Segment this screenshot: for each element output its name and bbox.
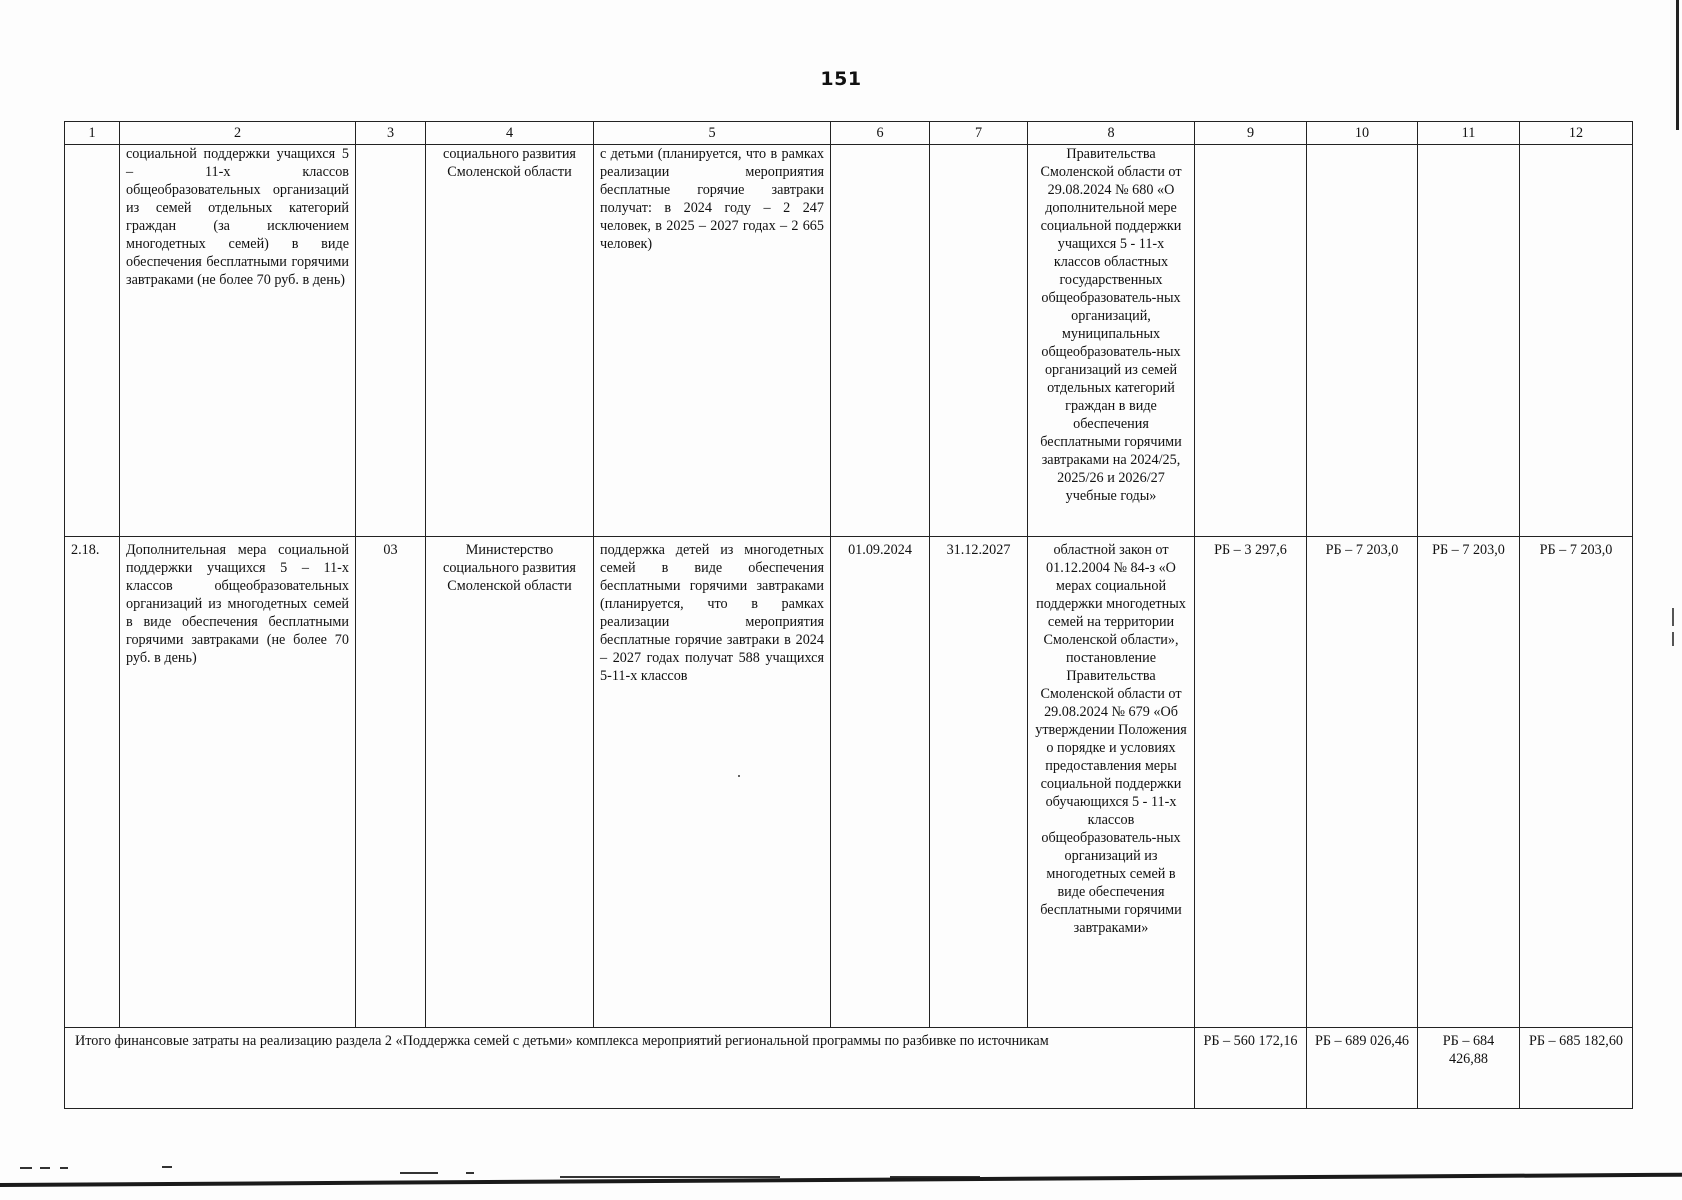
column-number: 11 (1418, 122, 1520, 145)
start-date (831, 145, 930, 537)
funding-2025: РБ – 7 203,0 (1307, 536, 1418, 1027)
total-2025: РБ – 689 026,46 (1307, 1027, 1418, 1108)
column-number: 10 (1307, 122, 1418, 145)
funding-2024 (1195, 145, 1307, 537)
scan-dash (40, 1167, 50, 1169)
program-table (64, 121, 1633, 1109)
column-number: 8 (1028, 122, 1195, 145)
expected-result: поддержка детей из многодетных семей в виде обеспечения бесплатными горячими завтраками (планируется, что в рамках реализации мероприятия бесплатные горячие завтраки в 2024 – 2027 годах получат 588 учащихся 5-11-х классов (594, 536, 831, 1027)
column-number-row (65, 122, 1633, 145)
total-2027: РБ – 685 182,60 (1520, 1027, 1633, 1108)
column-number: 6 (831, 122, 930, 145)
measure-code: 03 (356, 536, 426, 1027)
scan-dash (60, 1167, 68, 1169)
column-number: 1 (65, 122, 120, 145)
scan-dash (466, 1172, 474, 1174)
funding-2026: РБ – 7 203,0 (1418, 536, 1520, 1027)
page-number: 151 (820, 68, 862, 90)
executor: социального развития Смоленской области (426, 145, 594, 537)
funding-2025 (1307, 145, 1418, 537)
funding-2024: РБ – 3 297,6 (1195, 536, 1307, 1027)
column-number: 4 (426, 122, 594, 145)
measure-name: социальной поддержки учащихся 5 – 11-х классов общеобразовательных организаций из семей отдельных категорий граждан (за исключением многодетных семей) в виде обеспечения бесплатными горячими завтраками (не более 70 руб. в день) (120, 145, 356, 537)
scan-dash (20, 1167, 32, 1169)
funding-2026 (1418, 145, 1520, 537)
end-date: 31.12.2027 (930, 536, 1028, 1027)
column-number: 5 (594, 122, 831, 145)
column-number: 7 (930, 122, 1028, 145)
start-date: 01.09.2024 (831, 536, 930, 1027)
scan-edge-mark (1672, 608, 1674, 626)
legal-basis: областной закон от 01.12.2004 № 84-з «О мерах социальной поддержки многодетных семей на территории Смоленской области», постановление Правительства Смоленской области от 29.08.2024 № 679 «Об утверждении Положения о порядке и условиях предоставления меры социальной поддержки обучающихся 5 - 11-х классов общеобразователь-ных организаций из многодетных семей в виде обеспечения бесплатными горячими завтраками» (1028, 536, 1195, 1027)
executor: Министерство социального развития Смоленской области (426, 536, 594, 1027)
column-number: 12 (1520, 122, 1633, 145)
table-row (65, 536, 1633, 1027)
scan-edge-line (0, 1173, 1682, 1187)
total-row (65, 1027, 1633, 1108)
scan-edge-mark (1672, 632, 1674, 646)
legal-basis: Правительства Смоленской области от 29.08.2024 № 680 «О дополнительной мере социальной поддержки учащихся 5 - 11-х классов областных государственных общеобразователь-ных организаций, муниципальных общеобразователь-ных организаций из семей отдельных категорий граждан в виде обеспечения бесплатными горячими завтраками на 2024/25, 2025/26 и 2026/27 учебные годы» (1028, 145, 1195, 537)
funding-2027: РБ – 7 203,0 (1520, 536, 1633, 1027)
measure-code (356, 145, 426, 537)
column-number: 3 (356, 122, 426, 145)
scan-dash (162, 1166, 172, 1168)
table-row (65, 145, 1633, 537)
funding-2027 (1520, 145, 1633, 537)
total-2024: РБ – 560 172,16 (1195, 1027, 1307, 1108)
row-number (65, 145, 120, 537)
scan-speck (738, 775, 740, 777)
expected-result: с детьми (планируется, что в рамках реализации мероприятия бесплатные горячие завтраки получат: в 2024 году – 2 247 человек, в 2025 – 2027 годах – 2 665 человек) (594, 145, 831, 537)
end-date (930, 145, 1028, 537)
scan-edge-mark (1676, 0, 1679, 130)
scan-dash (400, 1172, 438, 1174)
row-number: 2.18. (65, 536, 120, 1027)
column-number: 9 (1195, 122, 1307, 145)
column-number: 2 (120, 122, 356, 145)
total-2026: РБ – 684 426,88 (1418, 1027, 1520, 1108)
measure-name: Дополнительная мера социальной поддержки учащихся 5 – 11-х классов общеобразовательных организаций из многодетных семей в виде обеспечения бесплатными горячими завтраками (не более 70 руб. в день) (120, 536, 356, 1027)
total-label: Итого финансовые затраты на реализацию раздела 2 «Поддержка семей с детьми» комплекса мероприятий региональной программы по разбивке по источникам (65, 1027, 1195, 1108)
